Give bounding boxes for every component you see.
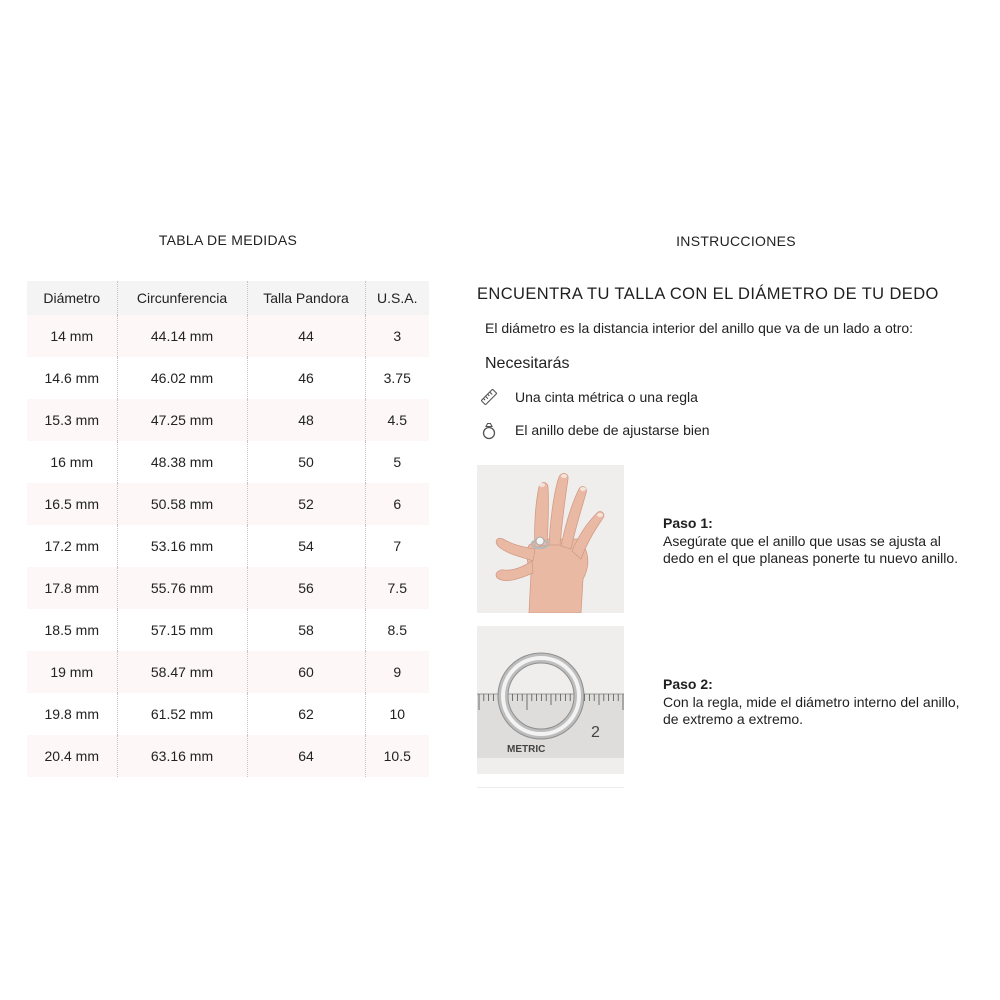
header-pandora-size: Talla Pandora bbox=[247, 281, 365, 315]
step-text-line: de extremo a extremo. bbox=[663, 711, 804, 727]
cell-usa-size: 10.5 bbox=[365, 735, 429, 777]
divider bbox=[477, 787, 624, 788]
ruler-label-1: 1 bbox=[545, 724, 553, 740]
instructions-title: INSTRUCCIONES bbox=[676, 233, 796, 249]
need-item-ring bbox=[480, 420, 710, 440]
step-title: Paso 2: bbox=[663, 676, 713, 692]
ruler-label-metric: METRIC bbox=[507, 744, 546, 755]
cell-circumference: 55.76 mm bbox=[117, 567, 247, 609]
table-row bbox=[27, 693, 429, 735]
step-title: Paso 1: bbox=[663, 515, 713, 531]
cell-diameter: 17.2 mm bbox=[27, 525, 117, 567]
cell-pandora-size: 50 bbox=[247, 441, 365, 483]
cell-diameter: 18.5 mm bbox=[27, 609, 117, 651]
step-text-line: Asegúrate que el anillo que usas se ajusta al bbox=[663, 532, 941, 549]
cell-pandora-size: 48 bbox=[247, 399, 365, 441]
cell-usa-size: 7 bbox=[365, 525, 429, 567]
step-text-line: Con la regla, mide el diámetro interno del anillo, bbox=[663, 693, 960, 710]
table-row bbox=[27, 357, 429, 399]
table-row bbox=[27, 735, 429, 777]
cell-circumference: 50.58 mm bbox=[117, 483, 247, 525]
cell-usa-size: 4.5 bbox=[365, 399, 429, 441]
table-row bbox=[27, 609, 429, 651]
cell-pandora-size: 56 bbox=[247, 567, 365, 609]
cell-usa-size: 7.5 bbox=[365, 567, 429, 609]
need-item-ruler bbox=[480, 387, 698, 407]
cell-circumference: 61.52 mm bbox=[117, 693, 247, 735]
size-table-title: TABLA DE MEDIDAS bbox=[158, 232, 298, 248]
cell-usa-size: 8.5 bbox=[365, 609, 429, 651]
table-row bbox=[27, 315, 429, 357]
cell-diameter: 14 mm bbox=[27, 315, 117, 357]
cell-usa-size: 5 bbox=[365, 441, 429, 483]
cell-diameter: 16 mm bbox=[27, 441, 117, 483]
table-row bbox=[27, 651, 429, 693]
cell-pandora-size: 54 bbox=[247, 525, 365, 567]
header-diameter: Diámetro bbox=[27, 281, 117, 315]
instructions-headline: ENCUENTRA TU TALLA CON EL DIÁMETRO DE TU DEDO bbox=[477, 285, 939, 303]
cell-circumference: 53.16 mm bbox=[117, 525, 247, 567]
table-header-row bbox=[27, 281, 429, 315]
cell-diameter: 15.3 mm bbox=[27, 399, 117, 441]
cell-circumference: 58.47 mm bbox=[117, 651, 247, 693]
cell-pandora-size: 58 bbox=[247, 609, 365, 651]
ruler-icon bbox=[480, 387, 498, 407]
cell-circumference: 48.38 mm bbox=[117, 441, 247, 483]
size-table bbox=[27, 281, 429, 777]
cell-pandora-size: 46 bbox=[247, 357, 365, 399]
cell-pandora-size: 64 bbox=[247, 735, 365, 777]
cell-circumference: 63.16 mm bbox=[117, 735, 247, 777]
instructions-description: El diámetro es la distancia interior del anillo que va de un lado a otro: bbox=[485, 320, 914, 336]
ruler-label-2: 2 bbox=[591, 724, 600, 741]
cell-pandora-size: 60 bbox=[247, 651, 365, 693]
step-1 bbox=[663, 515, 993, 568]
cell-circumference: 57.15 mm bbox=[117, 609, 247, 651]
table-row bbox=[27, 567, 429, 609]
step-2 bbox=[663, 676, 993, 729]
cell-pandora-size: 52 bbox=[247, 483, 365, 525]
ring-on-ruler-photo bbox=[477, 626, 624, 774]
cell-usa-size: 9 bbox=[365, 651, 429, 693]
header-circumference: Circunferencia bbox=[117, 281, 247, 315]
need-item-label: El anillo debe de ajustarse bien bbox=[515, 422, 710, 438]
cell-usa-size: 3 bbox=[365, 315, 429, 357]
need-item-label: Una cinta métrica o una regla bbox=[515, 389, 698, 405]
ring-icon bbox=[480, 420, 498, 440]
cell-diameter: 17.8 mm bbox=[27, 567, 117, 609]
table-row bbox=[27, 525, 429, 567]
cell-usa-size: 10 bbox=[365, 693, 429, 735]
table-row bbox=[27, 483, 429, 525]
cell-pandora-size: 62 bbox=[247, 693, 365, 735]
cell-usa-size: 6 bbox=[365, 483, 429, 525]
cell-diameter: 14.6 mm bbox=[27, 357, 117, 399]
cell-circumference: 46.02 mm bbox=[117, 357, 247, 399]
cell-diameter: 19.8 mm bbox=[27, 693, 117, 735]
step-text-line: dedo en el que planeas ponerte tu nuevo anillo. bbox=[663, 550, 959, 566]
cell-pandora-size: 44 bbox=[247, 315, 365, 357]
table-row bbox=[27, 399, 429, 441]
cell-diameter: 19 mm bbox=[27, 651, 117, 693]
table-row bbox=[27, 441, 429, 483]
cell-usa-size: 3.75 bbox=[365, 357, 429, 399]
cell-circumference: 44.14 mm bbox=[117, 315, 247, 357]
cell-circumference: 47.25 mm bbox=[117, 399, 247, 441]
header-usa-size: U.S.A. bbox=[365, 281, 429, 315]
need-title: Necesitarás bbox=[485, 355, 570, 372]
cell-diameter: 20.4 mm bbox=[27, 735, 117, 777]
cell-diameter: 16.5 mm bbox=[27, 483, 117, 525]
hand-with-ring-photo bbox=[477, 465, 624, 613]
